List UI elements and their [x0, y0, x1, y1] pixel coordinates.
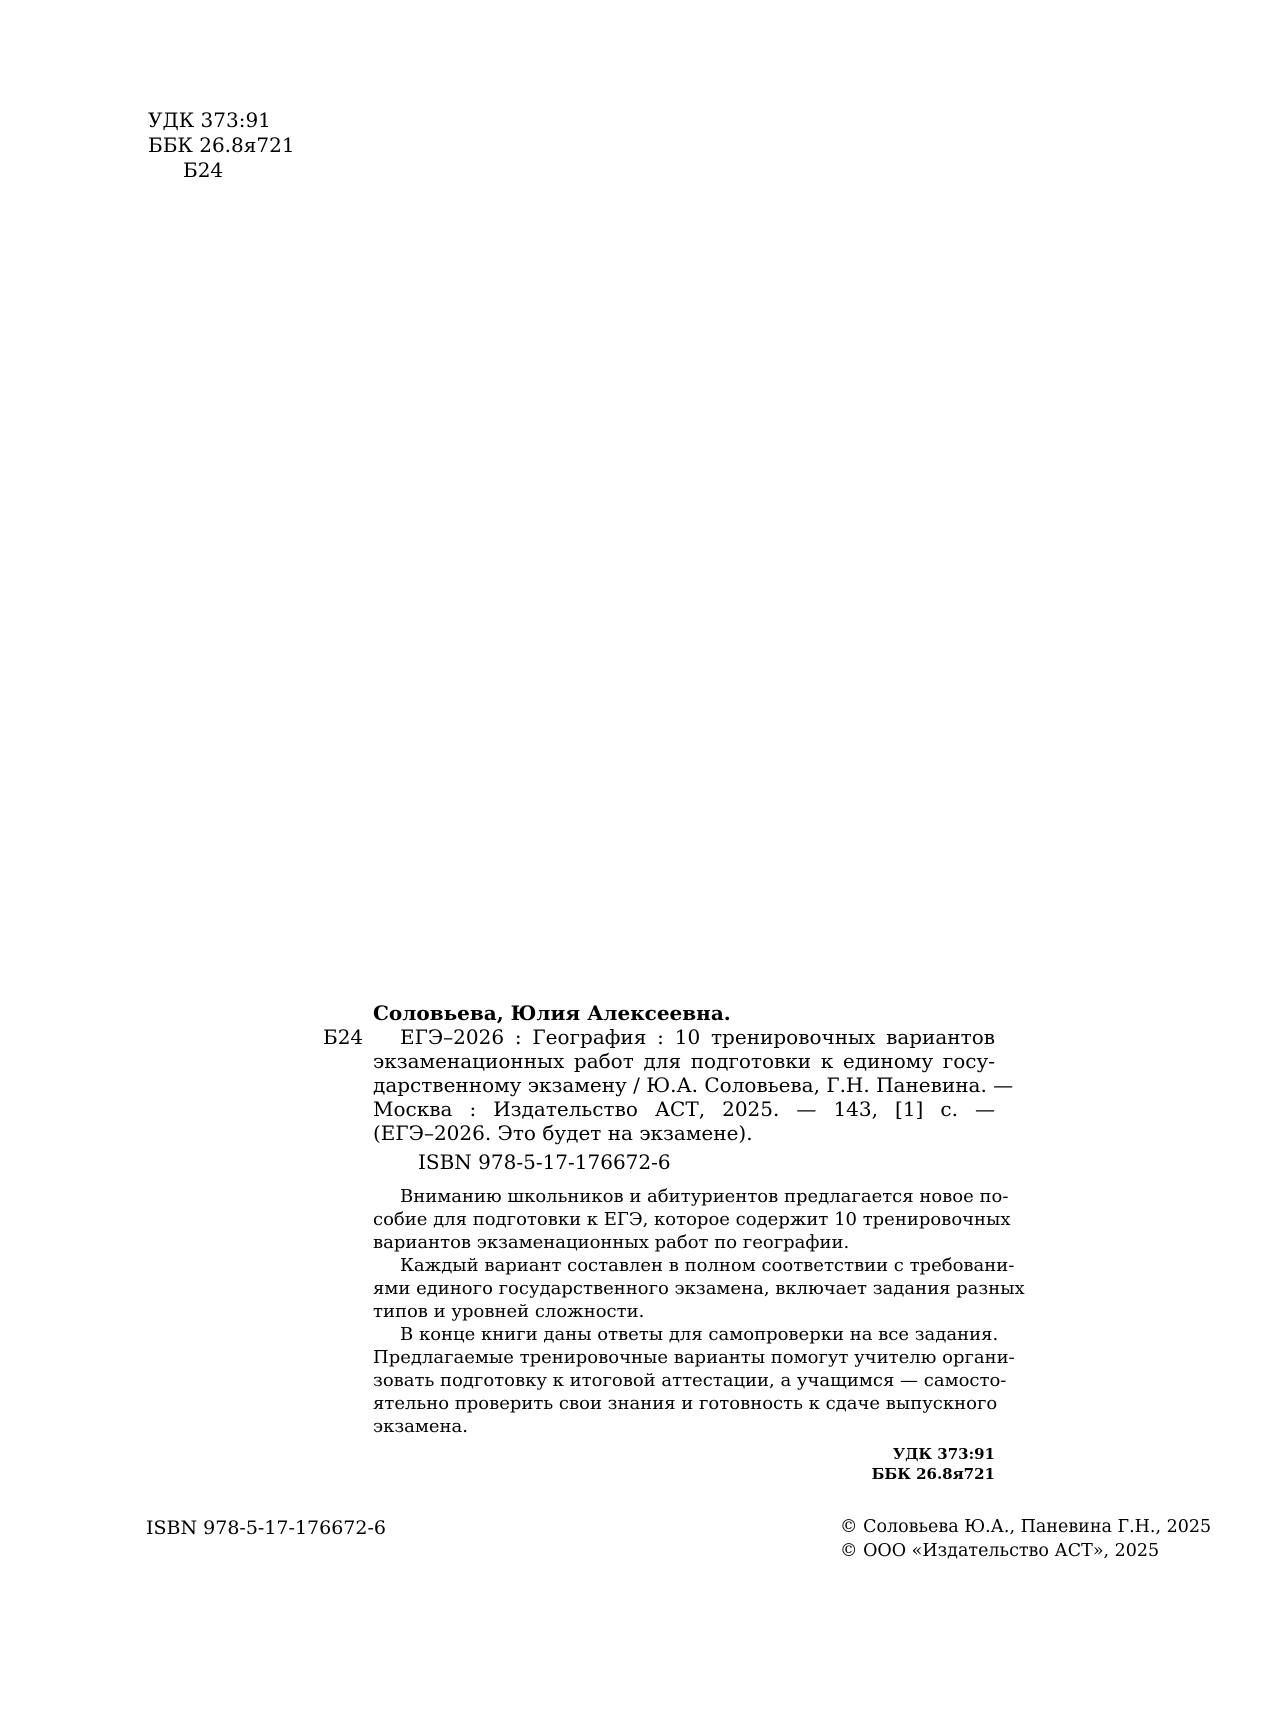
catalog-card	[323, 1001, 1025, 1484]
annotation-line: Вниманию школьников и абитуриентов предлагается новое по-	[400, 1186, 1009, 1207]
annotation-line: ятельно проверить свои знания и готовность к сдаче выпускного	[373, 1393, 998, 1414]
copyright-publisher: © ООО «Издательство АСТ», 2025	[840, 1541, 1160, 1561]
annotation-line: зовать подготовку к итоговой аттестации, а учащимся — самосто-	[373, 1370, 1007, 1391]
author-sign-code: Б24	[183, 158, 224, 182]
catalog-isbn: ISBN 978-5-17-176672-6	[418, 1150, 671, 1174]
annotation-block	[373, 1185, 1025, 1438]
udk-code-bottom: УДК 373:91	[892, 1445, 995, 1463]
annotation-line: Предлагаемые тренировочные варианты помогут учителю органи-	[373, 1347, 1015, 1368]
annotation-line: В конце книги даны ответы для самопроверки на все задания.	[400, 1324, 999, 1345]
annotation-line: экзамена.	[373, 1416, 468, 1437]
annotation-line: собие для подготовки к ЕГЭ, которое содержит 10 тренировочных	[373, 1209, 1011, 1230]
copyright-authors: © Соловьева Ю.А., Паневина Г.Н., 2025	[840, 1517, 1212, 1537]
footer-isbn: ISBN 978-5-17-176672-6	[146, 1517, 386, 1539]
annotation-line: ями единого государственного экзамена, включает задания разных	[373, 1278, 1025, 1299]
bibliographic-line: Москва : Издательство АСТ, 2025. — 143, [1] с. —	[373, 1097, 995, 1121]
annotation-line: Каждый вариант составлен в полном соответствии с требовани-	[400, 1255, 1015, 1276]
udk-code: УДК 373:91	[148, 108, 271, 132]
copyright-block	[840, 1515, 1211, 1563]
bottom-classification-block	[373, 1444, 995, 1484]
bbk-code: ББК 26.8я721	[148, 133, 295, 157]
author-heading: Соловьева, Юлия Алексеевна.	[373, 1001, 731, 1025]
bibliographic-line: (ЕГЭ–2026. Это будет на экзамене).	[373, 1121, 753, 1145]
annotation-line: вариантов экзаменационных работ по географии.	[373, 1232, 850, 1253]
hanging-author-sign-code: Б24	[323, 1025, 364, 1049]
bibliographic-line: экзаменационных работ для подготовки к единому госу-	[373, 1049, 995, 1073]
bbk-code-bottom: ББК 26.8я721	[871, 1465, 995, 1483]
top-classification-block	[148, 108, 295, 183]
bibliographic-line: ЕГЭ–2026 : География : 10 тренировочных вариантов	[400, 1025, 995, 1049]
annotation-line: типов и уровней сложности.	[373, 1301, 645, 1322]
bibliographic-line: дарственному экзамену / Ю.А. Соловьева, Г.Н. Паневина. —	[373, 1073, 1014, 1097]
